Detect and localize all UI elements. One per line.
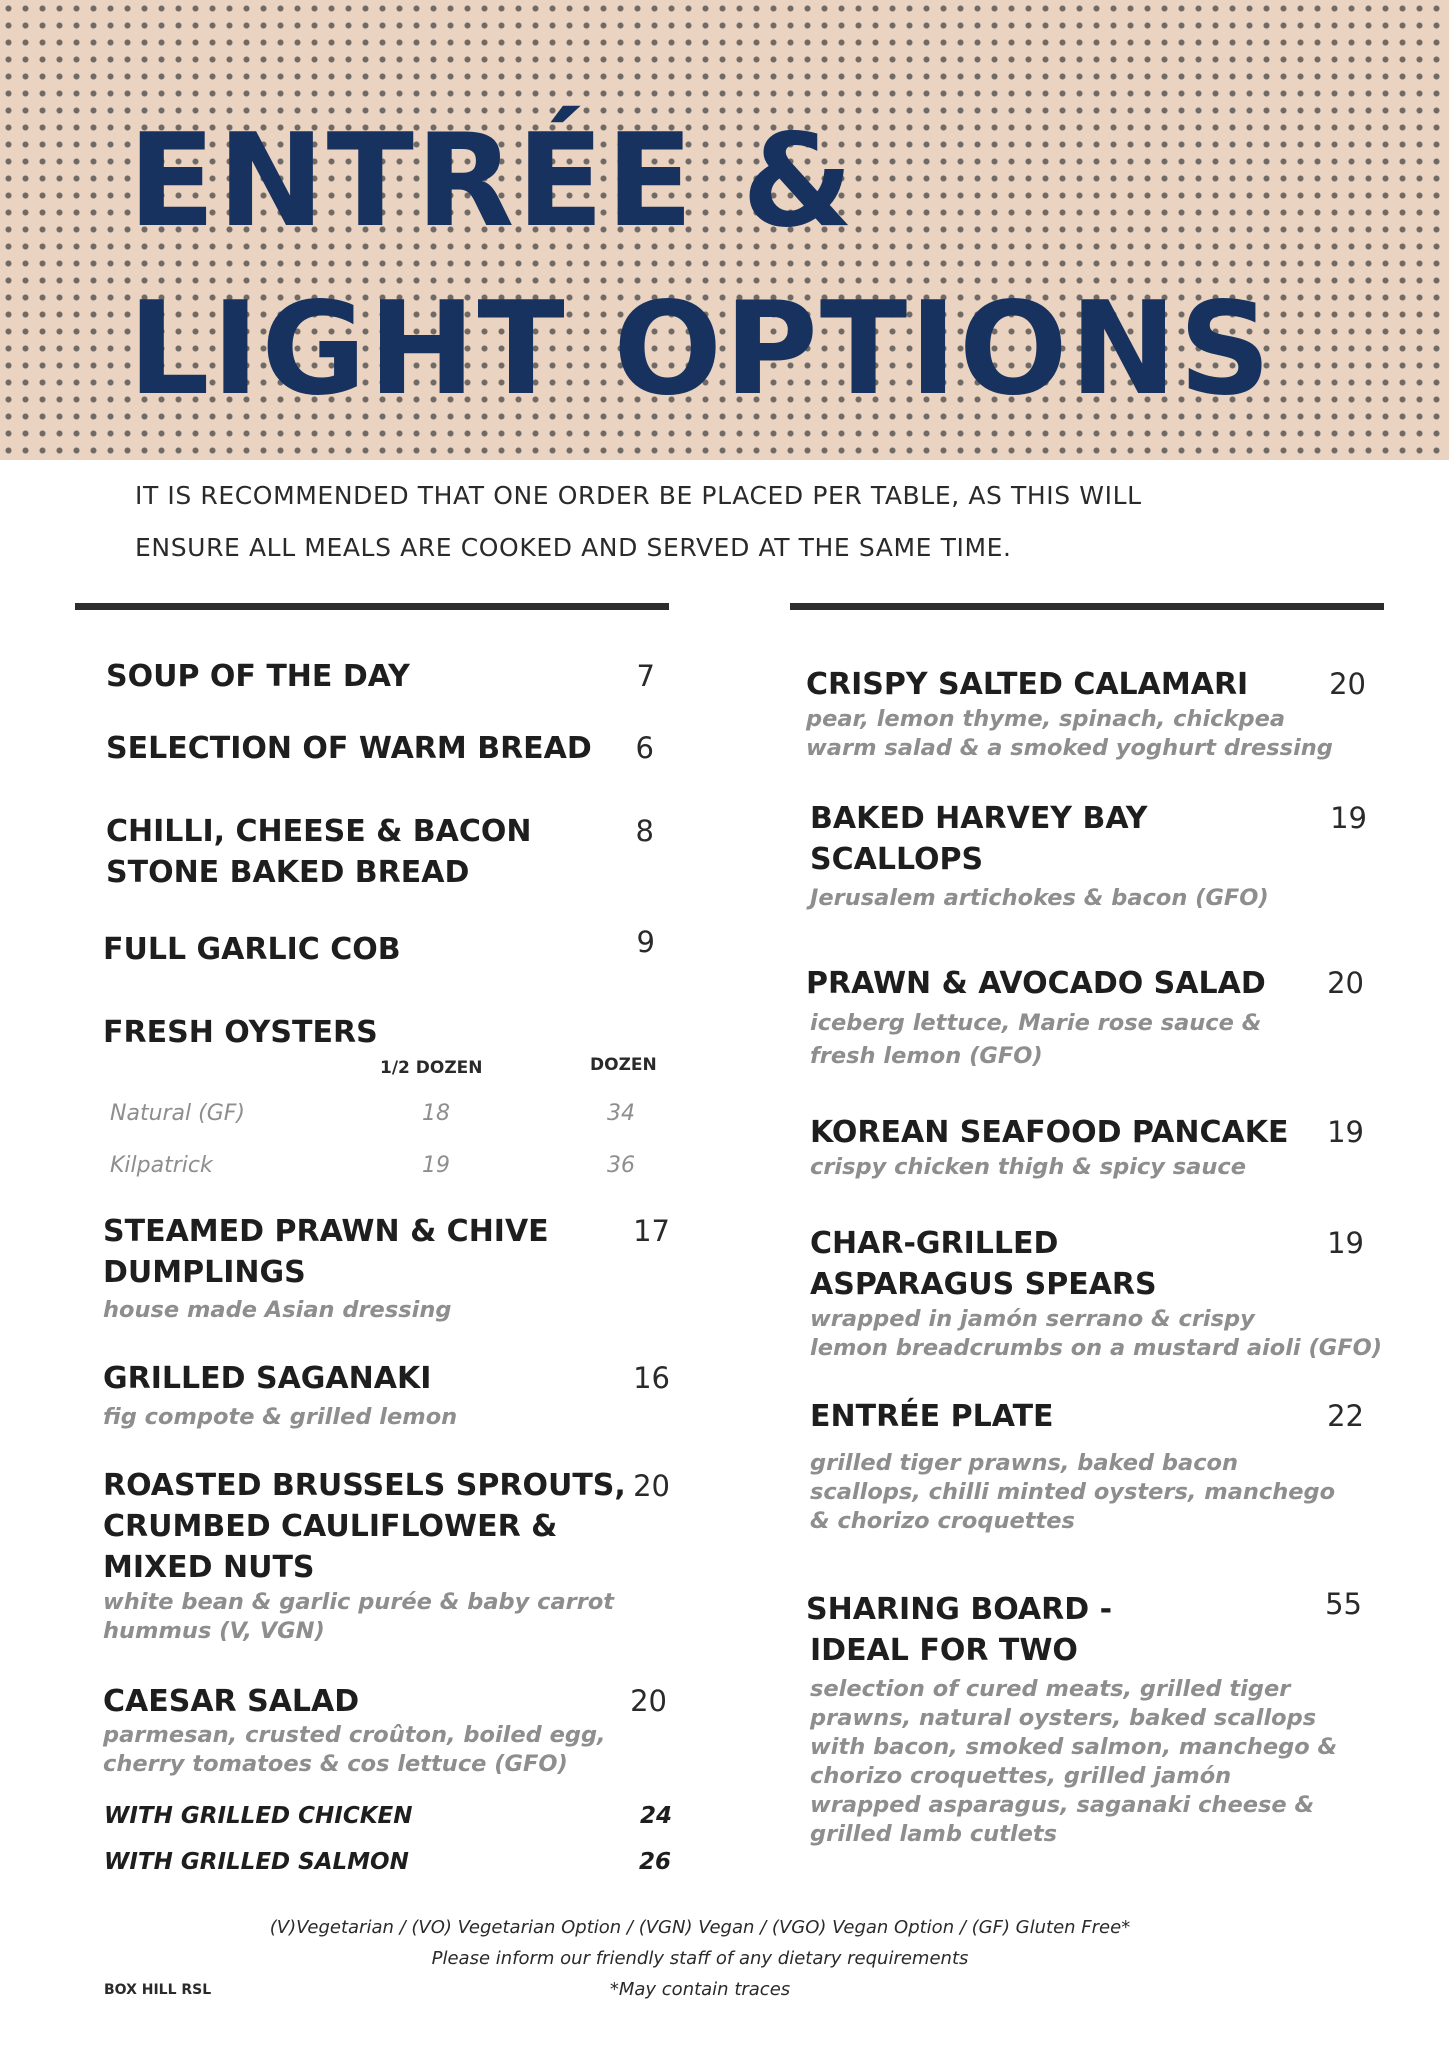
oyster-natural-half: 18 (422, 1101, 450, 1126)
item-saganaki-price: 16 (633, 1361, 670, 1395)
item-asparagus-price: 19 (1327, 1226, 1364, 1260)
item-asparagus-desc (810, 1305, 1382, 1363)
item-caesar-desc-line-2: cherry tomatoes & cos lettuce (GFO) (103, 1751, 568, 1777)
item-caesar-desc (103, 1721, 606, 1779)
item-asparagus-desc-line-2: lemon breadcrumbs on a mustard aioli (GFO) (810, 1335, 1383, 1361)
item-pancake-name: KOREAN SEAFOOD PANCAKE (810, 1115, 1289, 1150)
item-sprouts-desc-line-1: white bean & garlic purée & baby carrot (103, 1589, 615, 1615)
item-sharing-board-price: 55 (1325, 1587, 1362, 1621)
caesar-addon-chicken-label: WITH GRILLED CHICKEN (104, 1803, 413, 1829)
oyster-kilpatrick-half: 19 (422, 1153, 450, 1178)
item-prawn-salad-name: PRAWN & AVOCADO SALAD (806, 966, 1266, 1001)
oyster-natural-dozen: 34 (607, 1101, 635, 1126)
item-asparagus-name-line-2: ASPARAGUS SPEARS (810, 1267, 1157, 1302)
item-oysters-name: FRESH OYSTERS (103, 1015, 378, 1050)
item-scallops-price: 19 (1330, 801, 1367, 835)
item-saganaki-name: GRILLED SAGANAKI (103, 1361, 432, 1396)
item-sharing-board-desc-line-6: grilled lamb cutlets (810, 1821, 1058, 1847)
oyster-kilpatrick-label: Kilpatrick (110, 1153, 213, 1178)
item-garlic-name: FULL GARLIC COB (103, 932, 401, 967)
item-dumplings-name-line-1: STEAMED PRAWN & CHIVE (103, 1214, 549, 1249)
item-scallops-name-line-1: BAKED HARVEY BAY (810, 801, 1148, 836)
dietary-footer (200, 1912, 1200, 2005)
oyster-kilpatrick-dozen: 36 (607, 1153, 635, 1178)
item-garlic-price: 9 (636, 925, 655, 959)
caesar-addon-salmon-price: 26 (639, 1849, 672, 1875)
right-column-divider (790, 603, 1384, 610)
footer-traces: *May contain traces (609, 1979, 791, 2000)
item-asparagus-name-line-1: CHAR-GRILLED (810, 1226, 1059, 1261)
item-chilli-price: 8 (635, 814, 654, 848)
item-prawn-salad-price: 20 (1327, 966, 1364, 1000)
item-sharing-board-desc-line-2: prawns, natural oysters, baked scallops (810, 1705, 1317, 1731)
item-prawn-salad-desc (810, 1007, 1261, 1073)
intro-note (135, 470, 1235, 574)
item-sprouts-name-line-1: ROASTED BRUSSELS SPROUTS, (103, 1468, 626, 1503)
item-dumplings-desc: house made Asian dressing (103, 1297, 452, 1323)
item-chilli-name-line-2: STONE BAKED BREAD (106, 855, 470, 890)
page-title (128, 98, 1273, 434)
item-dumplings-price: 17 (633, 1214, 670, 1248)
item-entree-plate-desc-line-1: grilled tiger prawns, baked bacon (810, 1450, 1239, 1476)
item-sprouts-name (103, 1465, 626, 1588)
item-sprouts-name-line-2: CRUMBED CAULIFLOWER & (103, 1509, 558, 1544)
item-chilli-name (106, 811, 532, 893)
item-sharing-board-desc-line-5: wrapped asparagus, saganaki cheese & (810, 1792, 1315, 1818)
page-title-line-1: ENTRÉE & (128, 107, 856, 256)
item-sharing-board-name-line-2: IDEAL FOR TWO (810, 1633, 1078, 1668)
caesar-addon-salmon-label: WITH GRILLED SALMON (104, 1849, 409, 1875)
item-sprouts-desc-line-2: hummus (V, VGN) (103, 1618, 325, 1644)
item-entree-plate-desc-line-3: & chorizo croquettes (810, 1508, 1075, 1534)
item-sharing-board-name-line-1: SHARING BOARD - (806, 1592, 1113, 1627)
item-sharing-board-name (806, 1589, 1112, 1671)
item-scallops-name-line-2: SCALLOPS (810, 842, 984, 877)
header-banner (0, 0, 1449, 460)
item-sharing-board-desc-line-3: with bacon, smoked salmon, manchego & (810, 1734, 1338, 1760)
item-sharing-board-desc-line-4: chorizo croquettes, grilled jamón (810, 1763, 1232, 1789)
footer-legend: (V)Vegetarian / (VO) Vegetarian Option / (VGN) Vegan / (VGO) Vegan Option / (GF) Gluten Free* (269, 1917, 1131, 1938)
item-sprouts-price: 20 (633, 1469, 670, 1503)
item-calamari-desc-line-2: warm salad & a smoked yoghurt dressing (806, 735, 1333, 761)
item-prawn-salad-desc-line-1: iceberg lettuce, Marie rose sauce & (810, 1010, 1262, 1036)
intro-line-2: ENSURE ALL MEALS ARE COOKED AND SERVED AT THE SAME TIME. (135, 533, 1012, 562)
item-dumplings-name (103, 1211, 549, 1293)
item-scallops-name (810, 798, 1147, 880)
item-soup-price: 7 (636, 659, 655, 693)
item-sharing-board-desc-line-1: selection of cured meats, grilled tiger (810, 1676, 1291, 1702)
footer-inform-staff: Please inform our friendly staff of any dietary requirements (431, 1948, 969, 1969)
item-entree-plate-desc-line-2: scallops, chilli minted oysters, manchego (810, 1479, 1336, 1505)
item-entree-plate-name: ENTRÉE PLATE (810, 1399, 1054, 1434)
item-calamari-desc (806, 705, 1333, 763)
item-bread-price: 6 (635, 731, 654, 765)
item-caesar-desc-line-1: parmesan, crusted croûton, boiled egg, (103, 1722, 606, 1748)
item-prawn-salad-desc-line-2: fresh lemon (GFO) (810, 1043, 1043, 1069)
item-caesar-name: CAESAR SALAD (103, 1684, 360, 1719)
item-calamari-price: 20 (1329, 667, 1366, 701)
item-sprouts-desc (103, 1588, 614, 1646)
item-dumplings-name-line-2: DUMPLINGS (103, 1255, 306, 1290)
venue-brand: BOX HILL RSL (104, 1982, 212, 1998)
item-pancake-price: 19 (1327, 1115, 1364, 1149)
item-asparagus-name (810, 1223, 1157, 1305)
item-entree-plate-desc (810, 1449, 1335, 1536)
caesar-addon-chicken-price: 24 (640, 1803, 673, 1829)
oysters-col-dozen: DOZEN (590, 1055, 657, 1075)
item-sharing-board-desc (810, 1675, 1337, 1849)
page-title-line-2: LIGHT OPTIONS (128, 275, 1273, 424)
item-asparagus-desc-line-1: wrapped in jamón serrano & crispy (810, 1306, 1255, 1332)
item-scallops-desc: Jerusalem artichokes & bacon (GFO) (810, 885, 1269, 911)
oysters-col-half: 1/2 DOZEN (380, 1058, 483, 1078)
item-calamari-desc-line-1: pear, lemon thyme, spinach, chickpea (806, 706, 1286, 732)
item-calamari-name: CRISPY SALTED CALAMARI (806, 667, 1249, 702)
item-soup-name: SOUP OF THE DAY (106, 659, 410, 694)
item-chilli-name-line-1: CHILLI, CHEESE & BACON (106, 814, 532, 849)
item-sprouts-name-line-3: MIXED NUTS (103, 1550, 315, 1585)
item-caesar-price: 20 (630, 1684, 667, 1718)
item-entree-plate-price: 22 (1327, 1399, 1364, 1433)
item-saganaki-desc: fig compote & grilled lemon (103, 1404, 458, 1430)
intro-line-1: IT IS RECOMMENDED THAT ONE ORDER BE PLACED PER TABLE, AS THIS WILL (135, 481, 1142, 510)
item-bread-name: SELECTION OF WARM BREAD (106, 731, 592, 766)
item-pancake-desc: crispy chicken thigh & spicy sauce (810, 1154, 1246, 1180)
oyster-natural-label: Natural (GF) (110, 1101, 246, 1126)
left-column-divider (75, 603, 669, 610)
